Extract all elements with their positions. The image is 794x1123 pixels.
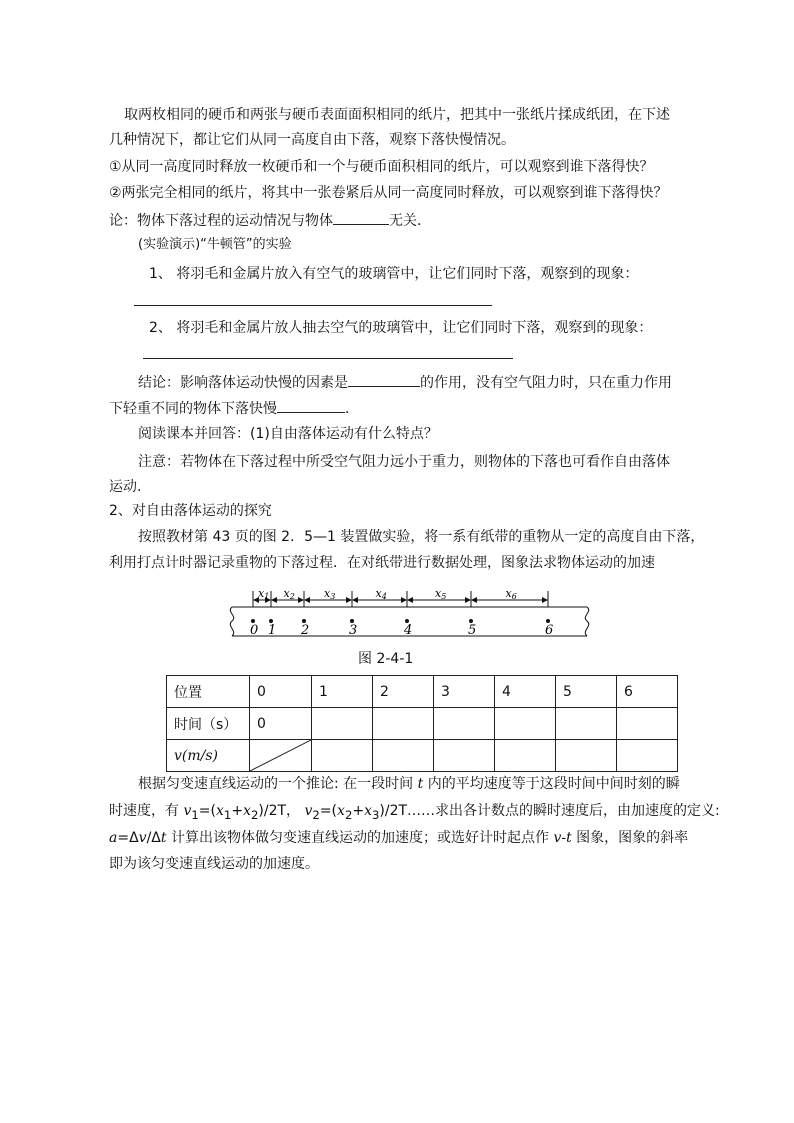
final-text: +	[352, 803, 365, 819]
experiment-line-1: 按照教材第 43 页的图 2．5—1 装置做实验，将一系有纸带的重物从一定的高度自由下落，	[138, 529, 705, 545]
final-var: t	[417, 776, 424, 792]
conclusion-2-mid: 的作用，没有空气阻力时，只在重力作用	[420, 375, 672, 391]
point-label: 4	[404, 623, 413, 638]
point-label: 1	[268, 623, 277, 638]
answer-line-1[interactable]	[134, 305, 492, 306]
final-var: x	[337, 803, 345, 819]
final-text: )/2T，	[258, 803, 305, 819]
point-label: 2	[301, 623, 310, 638]
final-var: a	[109, 830, 118, 846]
position-cell: 1	[312, 676, 373, 708]
note-line-1: 注意：若物体在下落过程中所受空气阻力远小于重力，则物体的下落也可看作自由落体	[138, 454, 670, 470]
final-text: 根据匀变速直线运动的一个推论: 在一段时间	[138, 776, 418, 792]
figure-caption: 图 2-4-1	[358, 651, 414, 667]
final-var: v-t	[553, 830, 572, 846]
experiment-line-2: 利用打点计时器记录重物的下落过程．在对纸带进行数据处理，图象法求物体运动的加速	[109, 555, 655, 571]
final-sub: 3	[372, 807, 380, 822]
fill-blank[interactable]	[333, 208, 389, 225]
final-sub: 1	[191, 807, 199, 822]
row-header	[167, 740, 250, 772]
intro-line-1: 取两枚相同的硬币和两张与硬币表面面积相同的纸片，把其中一张纸片揉成纸团，在下述	[124, 107, 670, 123]
point-label: 0	[250, 623, 259, 638]
final-line-4: 即为该匀变速直线运动的加速度。	[109, 856, 319, 872]
segment-label: x4	[375, 587, 387, 601]
time-cell[interactable]	[373, 708, 434, 740]
velocity-header: v(m/s)	[174, 747, 219, 764]
final-text: 时速度，有	[109, 803, 184, 819]
row-header: 时间（s）	[167, 708, 250, 740]
final-var: v	[138, 830, 147, 846]
velocity-cell[interactable]	[434, 740, 495, 772]
demo-title: (实验演示)“牛顿管”的实验	[138, 237, 292, 252]
velocity-cell[interactable]	[373, 740, 434, 772]
note-line-2: 运动.	[109, 479, 142, 495]
final-line-2	[109, 800, 720, 826]
step-1: 1、 将羽毛和金属片放入有空气的玻璃管中，让它们同时下落，观察到的现象：	[149, 266, 639, 282]
table-row	[167, 708, 678, 740]
read-question: 阅读课本并回答：(1)自由落体运动有什么特点？	[138, 426, 438, 442]
conclusion-2-b-post: ．	[345, 401, 359, 417]
fill-blank[interactable]	[277, 396, 345, 413]
answer-line-2[interactable]	[143, 358, 513, 359]
conclusion-1	[109, 208, 431, 232]
final-text: +	[231, 803, 244, 819]
question-2: ②两张完全相同的纸片，将其中一张卷紧后从同一高度同时释放，可以观察到谁下落得快？	[109, 185, 668, 201]
intro-line-2: 几种情况下，都让它们从同一高度自由下落，观察下落快慢情况。	[109, 132, 515, 148]
final-sub: 2	[344, 807, 353, 822]
conclusion-2-pre: 结论：影响落体运动快慢的因素是	[138, 375, 348, 391]
fill-blank[interactable]	[348, 370, 420, 387]
final-sub: 1	[223, 807, 232, 822]
section-2-heading: 2、对自由落体运动的探究	[109, 503, 272, 519]
velocity-cell[interactable]	[312, 740, 373, 772]
diagonal-cell	[250, 740, 312, 772]
diagonal-line	[250, 740, 311, 771]
final-var: x	[243, 803, 251, 819]
position-cell: 3	[434, 676, 495, 708]
point-label: 3	[349, 623, 358, 638]
position-cell: 2	[373, 676, 434, 708]
final-text: )/2T……求出各计数点的瞬时速度后，由加速度的定义:	[379, 803, 720, 819]
final-var: t	[160, 830, 167, 846]
row-header: 位置	[167, 676, 250, 708]
position-cell: 0	[250, 676, 312, 708]
velocity-cell[interactable]	[495, 740, 556, 772]
final-line-3	[109, 827, 688, 849]
time-cell[interactable]	[495, 708, 556, 740]
final-var: x	[364, 803, 372, 819]
conclusion-2-line-2	[109, 396, 359, 420]
velocity-cell[interactable]	[556, 740, 617, 772]
final-text: 内的平均速度等于这段时间中间时刻的瞬	[423, 776, 680, 792]
velocity-cell[interactable]	[617, 740, 678, 772]
final-text: 图象，图象的斜率	[571, 830, 689, 846]
segment-label: x2	[283, 587, 295, 601]
position-cell: 6	[617, 676, 678, 708]
time-cell[interactable]	[556, 708, 617, 740]
position-cell: 5	[556, 676, 617, 708]
conclusion-2-line-1	[138, 370, 672, 394]
final-sub: 2	[250, 807, 259, 822]
table-row	[167, 676, 678, 708]
final-text: /Δ	[146, 830, 161, 846]
conclusion-2-b-pre: 下轻重不同的物体下落快慢	[109, 401, 277, 417]
position-cell: 4	[495, 676, 556, 708]
conclusion-1-pre: 论：物体下落过程的运动情况与物体	[109, 213, 333, 229]
time-cell[interactable]	[617, 708, 678, 740]
segment-label: x3	[324, 587, 336, 601]
conclusion-1-post: 无关．	[389, 213, 431, 229]
segment-label: x6	[505, 587, 517, 601]
final-text: =(	[319, 803, 338, 819]
point-label: 6	[545, 623, 554, 638]
final-text: =(	[198, 803, 216, 819]
time-cell: 0	[250, 708, 312, 740]
table-row	[167, 740, 678, 772]
time-cell[interactable]	[434, 708, 495, 740]
final-var: v	[304, 803, 313, 819]
question-1: ①从同一高度同时释放一枚硬币和一个与硬币面积相同的纸片，可以观察到谁下落得快？	[109, 159, 654, 175]
final-var: x	[216, 803, 224, 819]
final-sub: 2	[312, 807, 320, 822]
data-table	[166, 675, 678, 772]
point-label: 5	[468, 623, 477, 638]
paper-tape-figure	[222, 585, 597, 645]
segment-label: x1	[258, 587, 270, 601]
time-cell[interactable]	[312, 708, 373, 740]
step-2: 2、 将羽毛和金属片放人抽去空气的玻璃管中，让它们同时下落，观察到的现象：	[149, 320, 653, 336]
segment-label: x5	[435, 587, 447, 601]
final-var: v	[183, 803, 192, 819]
final-text: =Δ	[117, 830, 139, 846]
final-line-1	[138, 773, 680, 795]
final-text: 计算出该物体做匀变速直线运动的加速度；或选好计时起点作	[166, 830, 554, 846]
